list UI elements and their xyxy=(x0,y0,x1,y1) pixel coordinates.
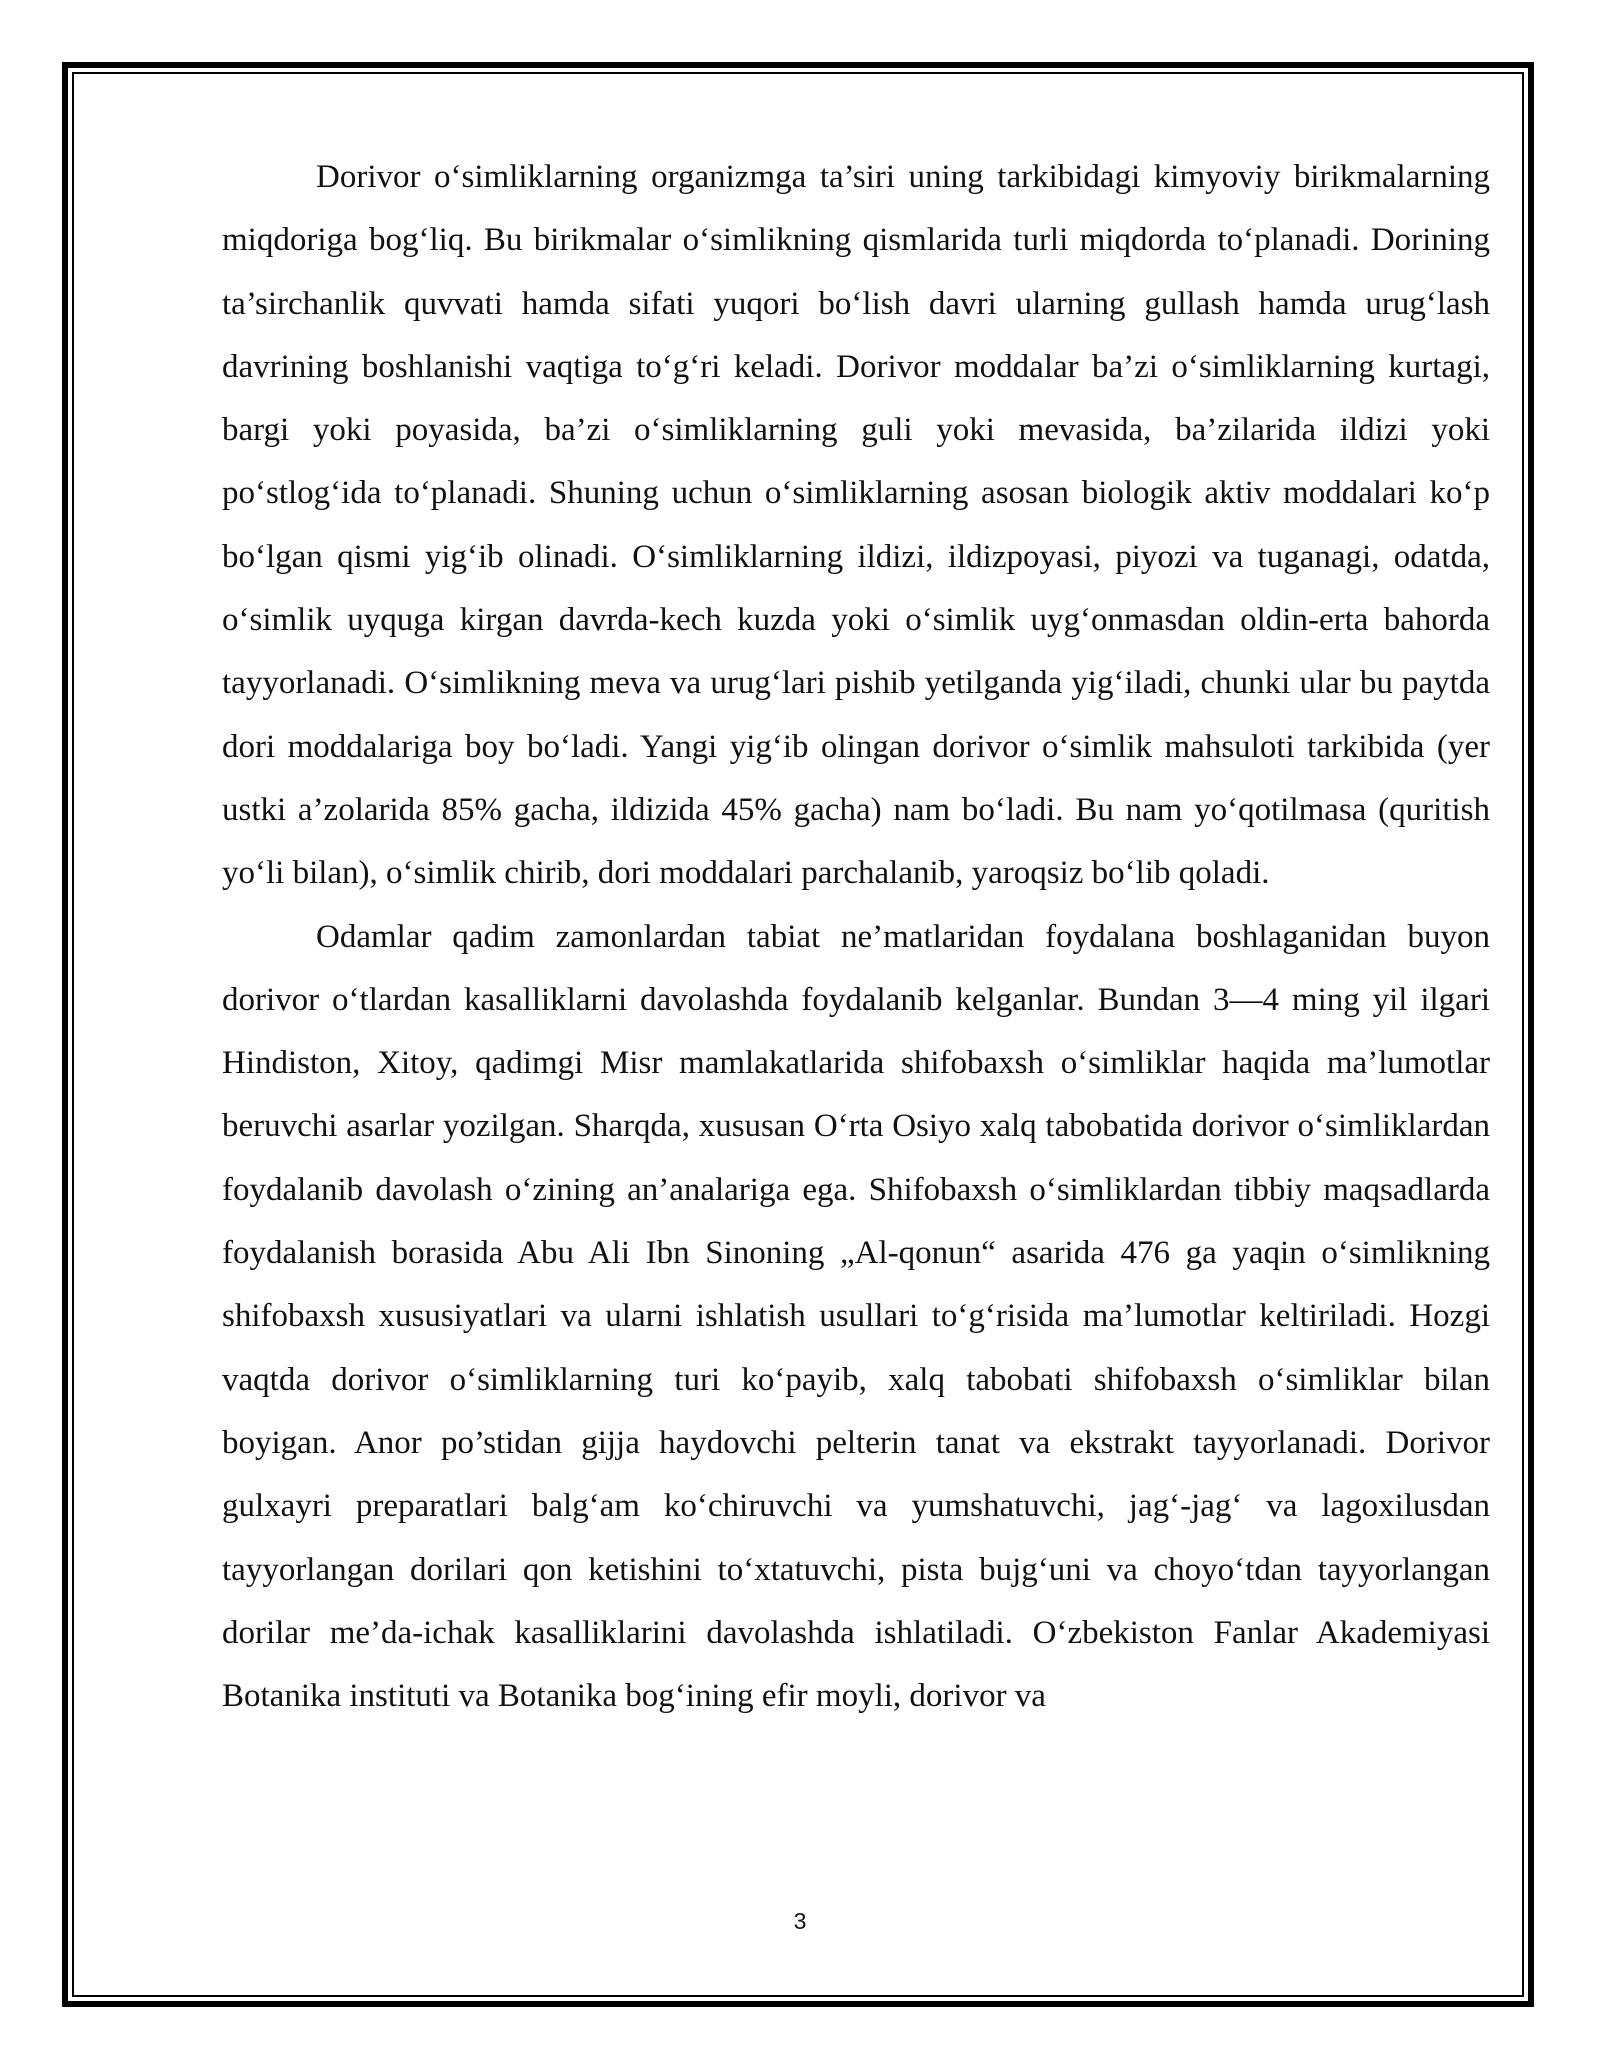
document-body xyxy=(222,146,1490,1728)
paragraph-2: Odamlar qadim zamonlardan tabiat ne’matlaridan foydalana boshlaganidan buyon dorivor o‘tlardan kasalliklarni davolashda foydalanib kelganlar. Bundan 3—4 ming yil ilgari Hindiston, Xitoy, qadimgi Misr mamlakatlarida shifobaxsh o‘simliklar haqida ma’lumotlar beruvchi asarlar yozilgan. Sharqda, xususan O‘rta Osiyo xalq tabobatida dorivor o‘simliklardan foydalanib davolash o‘zining an’analariga ega. Shifobaxsh o‘simliklardan tibbiy maqsadlarda foydalanish borasida Abu Ali Ibn Sinoning „Al-qonun“ asarida 476 ga yaqin o‘simlikning shifobaxsh xususiyatlari va ularni ishlatish usullari to‘g‘risida ma’lumotlar keltiriladi. Hozgi vaqtda dorivor o‘simliklarning turi ko‘payib, xalq tabobati shifobaxsh o‘simliklar bilan boyigan. Anor po’stidan gijja haydovchi pelterin tanat va ekstrakt tayyorlanadi. Dorivor gulxayri preparatlari balg‘am ko‘chiruvchi va yumshatuvchi, jag‘-jag‘ va lagoxilusdan tayyorlangan dorilari qon ketishini to‘xtatuvchi, pista bujg‘uni va choyo‘tdan tayyorlangan dorilar me’da-ichak kasalliklarini davolashda ishlatiladi. O‘zbekiston Fanlar Akademiyasi Botanika instituti va Botanika bog‘ining efir moyli, dorivor va xyxy=(222,918,1490,1715)
paragraph-1: Dorivor o‘simliklarning organizmga ta’siri uning tarkibidagi kimyoviy birikmalarning miqdoriga bog‘liq. Bu birikmalar o‘simlikning qismlarida turli miqdorda to‘planadi. Dorining ta’sirchanlik quvvati hamda sifati yuqori bo‘lish davri ularning gullash hamda urug‘lash davrining boshlanishi vaqtiga to‘g‘ri keladi. Dorivor moddalar ba’zi o‘simliklarning kurtagi, bargi yoki poyasida, ba’zi o‘simliklarning guli yoki mevasida, ba’zilarida ildizi yoki po‘stlog‘ida to‘planadi. Shuning uchun o‘simliklarning asosan biologik aktiv moddalari ko‘p bo‘lgan qismi yig‘ib olinadi. O‘simliklarning ildizi, ildizpoyasi, piyozi va tuganagi, odatda, o‘simlik uyquga kirgan davrda-kech kuzda yoki o‘simlik uyg‘onmasdan oldin-erta bahorda tayyorlanadi. O‘simlikning meva va urug‘lari pishib yetilganda yig‘iladi, chunki ular bu paytda dori moddalariga boy bo‘ladi. Yangi yig‘ib olingan dorivor o‘simlik mahsuloti tarkibida (yer ustki a’zolarida 85% gacha, ildizida 45% gacha) nam bo‘ladi. Bu nam yo‘qotilmasa (quritish yo‘li bilan), o‘simlik chirib, dori moddalari parchalanib, yaroqsiz bo‘lib qoladi. xyxy=(222,159,1490,892)
page-number: 3 xyxy=(793,1908,807,1934)
